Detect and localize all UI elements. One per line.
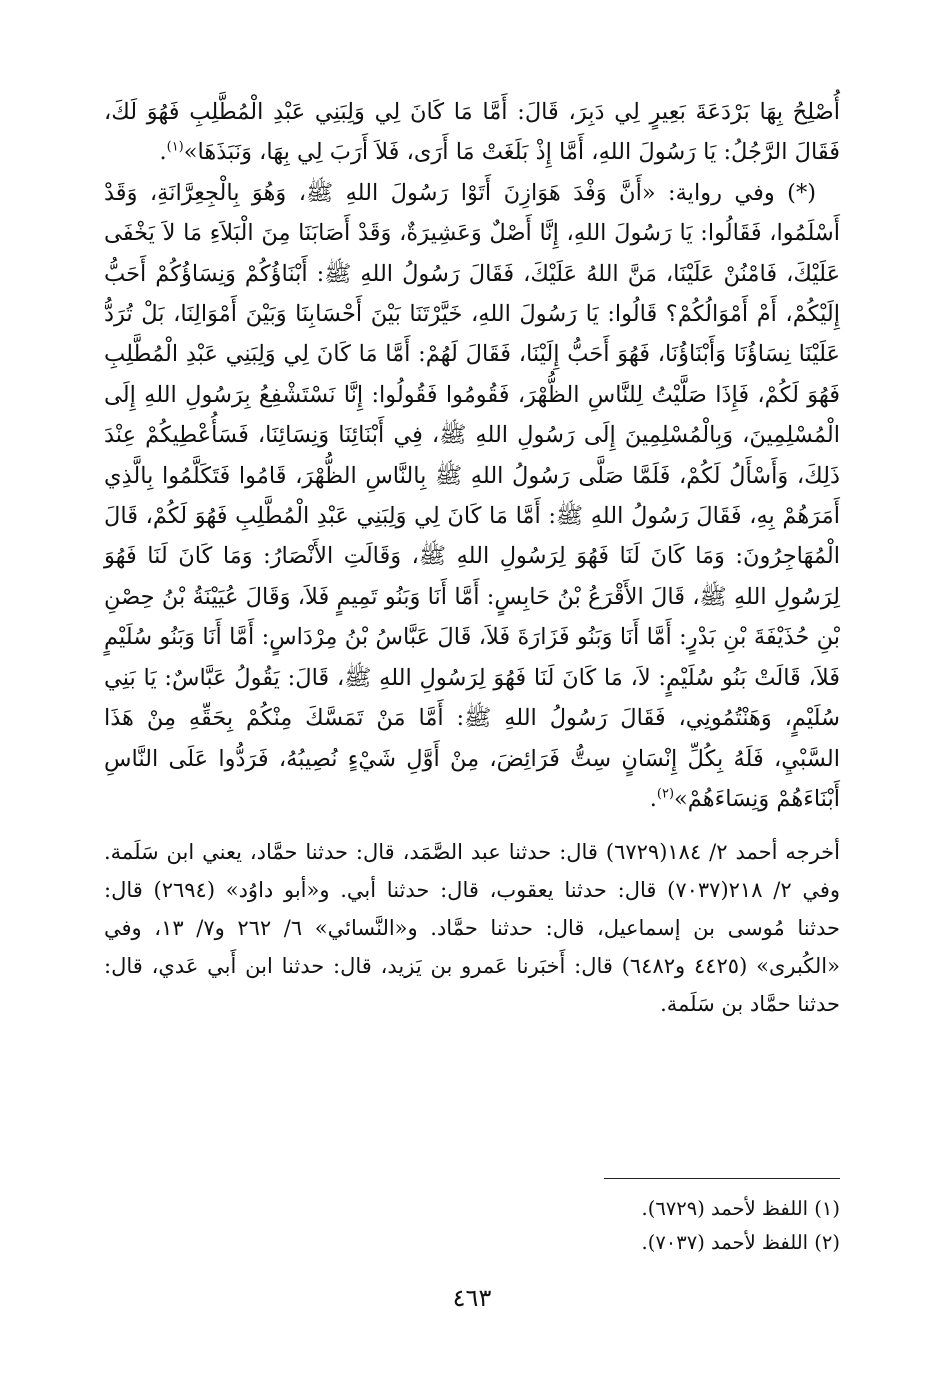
hadith-text: [104, 92, 840, 819]
takhrij-paragraph: أخرجه أحمد ٢/ ١٨٤(٦٧٢٩) قال: حدثنا عبد الصَّمَد، قال: حدثنا حمَّاد، يعني ابن سَلَمة. وفي ٢/ ٢١٨(٧٠٣٧) قال: حدثنا يعقوب، قال: حدثنا أبي. و«أبو داوُد» (٢٦٩٤) قال: حدثنا مُوسى بن إسماعيل، قال: حدثنا حمَّاد. و«النَّسائي» ٦/ ٢٦٢ و٧/ ١٣، وفي «الكُبرى» (٤٤٢٥ و٦٤٨٢) قال: أَخبَرنا عَمرو بن يَزيد، قال: حدثنا ابن أَبي عَدي، قال: حدثنا حمَّاد بن سَلَمة.: [104, 840, 841, 1017]
book-page: [104, 92, 840, 1322]
paragraph-2: (*) وفي رواية: «أَنَّ وَفْدَ هَوَازِنَ أَتَوْا رَسُولَ اللهِ ﷺ، وَهُوَ بِالْجِعِرَّانَةِ، وَقَدْ أَسْلَمُوا، فَقَالُوا: يَا رَسُولَ اللهِ، إِنَّا أَصْلٌ وَعَشِيرَةٌ، وَقَدْ أَصَابَنَا مِنَ الْبَلاَءِ مَا لاَ يَخْفَى عَلَيْكَ، فَامْنُنْ عَلَيْنَا، مَنَّ اللهُ عَلَيْكَ، فَقَالَ رَسُولُ اللهِ ﷺ: أَبْنَاؤُكُمْ وَنِسَاؤُكُمْ أَحَبُّ إِلَيْكُمْ، أَمْ أَمْوَالُكُمْ؟ قَالُوا: يَا رَسُولَ اللهِ، خَيَّرْتَنَا بَيْنَ أَحْسَابِنَا وَبَيْنَ أَمْوَالِنَا، بَلْ تُرَدُّ عَلَيْنَا نِسَاؤُنَا وَأَبْنَاؤُنَا، فَهُوَ أَحَبُّ إِلَيْنَا، فَقَالَ لَهُمْ: أَمَّا مَا كَانَ لِي وَلِبَنِي عَبْدِ الْمُطَّلِبِ فَهُوَ لَكُمْ، فَإِذَا صَلَّيْتُ لِلنَّاسِ الظُّهْرَ، فَقُومُوا فَقُولُوا: إِنَّا نَسْتَشْفِعُ بِرَسُولِ اللهِ إِلَى الْمُسْلِمِينَ، وَبِالْمُسْلِمِينَ إِلَى رَسُولِ اللهِ ﷺ، فِي أَبْنَائِنَا وَنِسَائِنَا، فَسَأُعْطِيكُمْ عِنْدَ ذَلِكَ، وَأَسْأَلُ لَكُمْ، فَلَمَّا صَلَّى رَسُولُ اللهِ ﷺ بِالنَّاسِ الظُّهْرَ، قَامُوا فَتَكَلَّمُوا بِالَّذِي أَمَرَهُمْ بِهِ، فَقَالَ رَسُولُ اللهِ ﷺ: أَمَّا مَا كَانَ لِي وَلِبَنِي عَبْدِ الْمُطَّلِبِ فَهُوَ لَكُمْ، قَالَ الْمُهَاجِرُونَ: وَمَا كَانَ لَنَا فَهُوَ لِرَسُولِ اللهِ ﷺ، وَقَالَتِ الأَنْصَارُ: وَمَا كَانَ لَنَا فَهُوَ لِرَسُولِ اللهِ ﷺ، قَالَ الأَقْرَعُ بْنُ حَابِسٍ: أَمَّا أَنَا وَبَنُو تَمِيمٍ فَلاَ، وَقَالَ عُيَيْنَةُ بْنُ حِصْنِ بْنِ حُذَيْفَةَ بْنِ بَدْرٍ: أَمَّا أَنَا وَبَنُو فَزَارَةَ فَلاَ، قَالَ عَبَّاسُ بْنُ مِرْدَاسٍ: أَمَّا أَنَا وَبَنُو سُلَيْمٍ فَلاَ، قَالَتْ بَنُو سُلَيْمٍ: لاَ، مَا كَانَ لَنَا فَهُوَ لِرَسُولِ اللهِ ﷺ، قَالَ: يَقُولُ عَبَّاسٌ: يَا بَنِي سُلَيْمٍ، وَهَنْتُمُونِي، فَقَالَ رَسُولُ اللهِ ﷺ: أَمَّا مَنْ تَمَسَّكَ مِنْكُمْ بِحَقِّهِ مِنْ هَذَا السَّبْيِ، فَلَهُ بِكُلِّ إِنْسَانٍ سِتُّ فَرَائِضَ، مِنْ أَوَّلِ شَيْءٍ نُصِيبُهُ، فَرَدُّوا عَلَى النَّاسِ أَبْنَاءَهُمْ وَنِسَاءَهُمْ»$^{(٢)}$.: [104, 179, 841, 812]
footnote-ref-2: (٢): [656, 786, 675, 802]
paragraph-1: أُصْلِحُ بِهَا بَرْدَعَةَ بَعِيرٍ لِي دَبِرَ، قَالَ: أَمَّا مَا كَانَ لِي وَلِبَنِي عَبْدِ الْمُطَّلِبِ فَهُوَ لَكَ، فَقَالَ الرَّجُلُ: يَا رَسُولَ اللهِ، أَمَّا إِذْ بَلَغَتْ مَا أَرَى، فَلاَ أَرَبَ لِي بِهَا، وَنَبَذَهَا»$^{(١)}$.: [104, 99, 840, 166]
footnote-1: (١) اللفظ لأحمد (٦٧٢٩).: [641, 1197, 840, 1220]
footnote-ref-1: (١): [166, 139, 184, 155]
footnote-divider: [604, 1178, 840, 1179]
footnotes: [104, 1192, 840, 1260]
page-number: ٤٦٣: [452, 1284, 492, 1312]
footnote-2: (٢) اللفظ لأحمد (٧٠٣٧).: [641, 1231, 840, 1254]
